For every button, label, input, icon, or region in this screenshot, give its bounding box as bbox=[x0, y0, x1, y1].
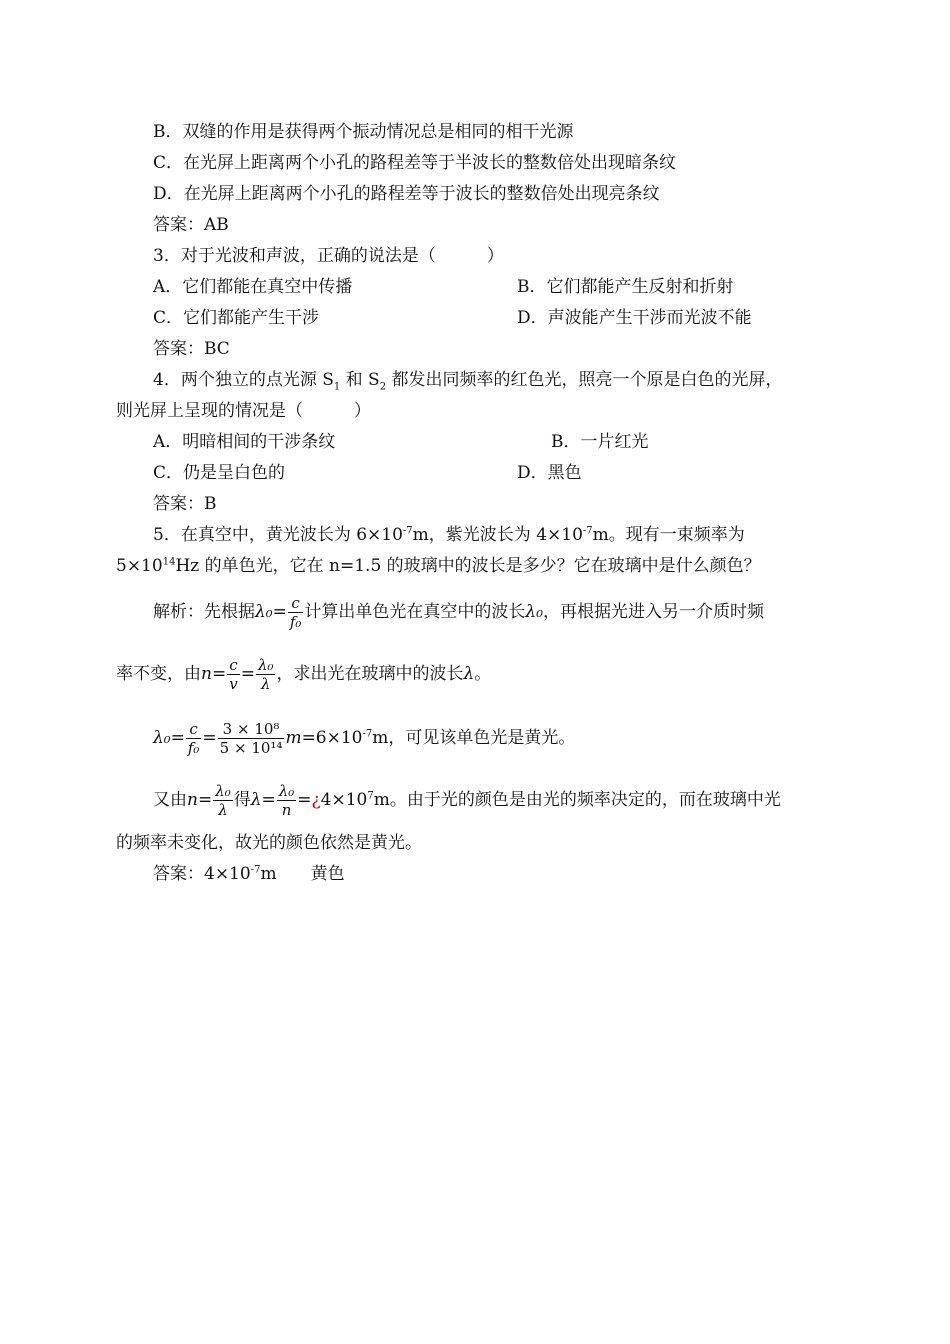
fraction-lambda0-over-lambda: $\frac{\text{λ₀}}{\lambda}$ bbox=[257, 656, 274, 693]
q3-option-a: A．它们都能在真空中传播 bbox=[153, 277, 353, 297]
q5-conclusion: 的频率未变化，故光的颜色依然是黄光。 bbox=[116, 833, 422, 853]
q4-stem: 4．两个独立的点光源 $S_1$ 和 $S_2$ 都发出同频率的红色光，照亮一个原是白色的光屏， bbox=[153, 370, 783, 393]
q4-option-b: B．一片红光 bbox=[551, 432, 649, 452]
q2-option-d: D．在光屏上距离两个小孔的路程差等于波长的整数倍处出现亮条纹 bbox=[153, 184, 660, 204]
q4-option-a: A．明暗相间的干涉条纹 bbox=[153, 432, 336, 452]
fraction-lambda0-over-n: $\frac{\text{λ₀}}{n}$ bbox=[278, 782, 295, 819]
q3-option-b: B．它们都能产生反射和折射 bbox=[517, 277, 734, 297]
q4-option-d: D．黑色 bbox=[517, 463, 582, 483]
fraction-lambda0-over-lambda-2: $\frac{\text{λ₀}}{\lambda}$ bbox=[215, 782, 231, 819]
q5-stem-cont: $5\times 10^{14}Hz$ 的单色光，它在 n=1.5 的玻璃中的波长是多少？它在玻璃中是什么颜色？ bbox=[116, 556, 761, 576]
q5-calculation: λ₀= $\frac{c}{\text{f₀}}$ = $\frac{\text{3 × 10⁸}}{\text{5 × 10¹⁴}}$ $m=6\times 10^{-7}m$，可见该单色光是黄光。 bbox=[153, 720, 576, 757]
q5-analysis-2: 率不变，由n= $\frac{c}{v}$ = $\frac{\text{λ₀}}{\lambda}$ ，求出光在玻璃中的波长λ。 bbox=[116, 656, 492, 693]
q5-derivation: 又由n= $\frac{\text{λ₀}}{\lambda}$ 得λ= $\frac{\text{λ₀}}{n}$ $=¿4\times 10^7m$。由于光的颜色是由光的频率决定的，而在玻璃中光 bbox=[153, 782, 781, 819]
q3-stem: 3．对于光波和声波，正确的说法是（ ） bbox=[153, 246, 504, 266]
fraction-c-over-v: $\frac{c}{v}$ bbox=[229, 656, 238, 693]
q3-answer: 答案：BC bbox=[153, 339, 230, 359]
q4-option-c: C．仍是呈白色的 bbox=[153, 463, 286, 483]
q4-stem-cont: 则光屏上呈现的情况是（ ） bbox=[116, 401, 371, 421]
fraction-numeric: $\frac{\text{3 × 10⁸}}{\text{5 × 10¹⁴}}$ bbox=[219, 720, 283, 757]
q2-option-b: B．双缝的作用是获得两个振动情况总是相同的相干光源 bbox=[153, 122, 574, 142]
q5-stem: 5．在真空中，黄光波长为 $6\times 10^{-7}m$，紫光波长为 $4\times 10^{-7}m$。现有一束频率为 bbox=[153, 525, 745, 545]
q5-answer: 答案：$4\times 10^{-7}m$ 黄色 bbox=[153, 864, 345, 884]
q4-answer: 答案：B bbox=[153, 494, 217, 514]
q2-answer: 答案：AB bbox=[153, 215, 229, 235]
q2-option-c: C．在光屏上距离两个小孔的路程差等于半波长的整数倍处出现暗条纹 bbox=[153, 153, 677, 173]
q3-option-d: D．声波能产生干涉而光波不能 bbox=[517, 308, 752, 328]
q5-analysis-1: 解析：先根据λ₀= $\frac{c}{\text{f₀}}$ 计算出单色光在真空中的波长λ₀，再根据光进入另一介质时频 bbox=[153, 594, 765, 631]
fraction-c-over-f0: $\frac{c}{\text{f₀}}$ bbox=[289, 594, 302, 631]
fraction-c-over-f0-calc: $\frac{c}{\text{f₀}}$ bbox=[187, 720, 200, 757]
q3-option-c: C．它们都能产生干涉 bbox=[153, 308, 320, 328]
